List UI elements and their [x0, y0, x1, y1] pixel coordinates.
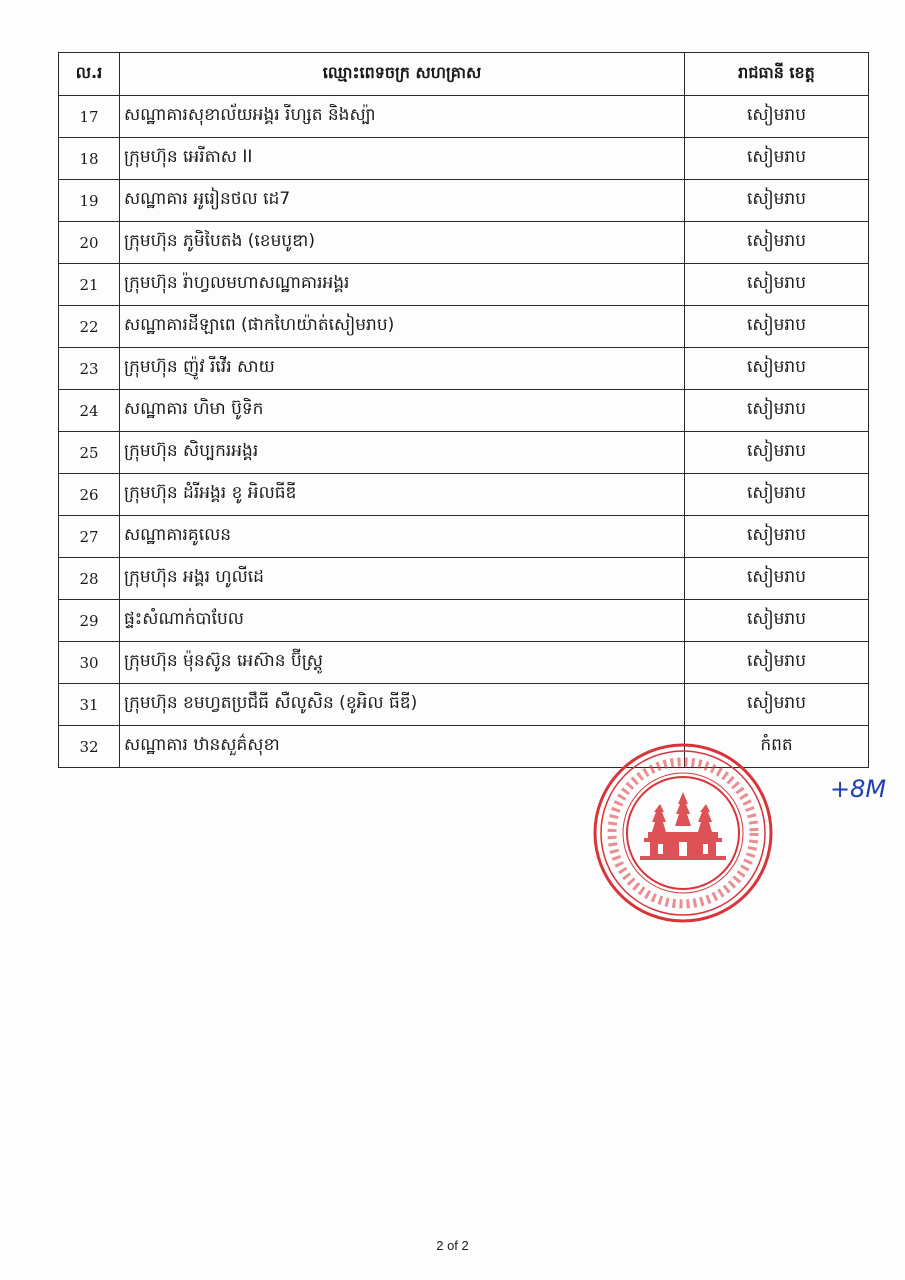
table-row — [59, 642, 869, 684]
row-number: 23 — [59, 348, 120, 390]
enterprise-name: ផ្ទះសំណាក់បាបែល — [120, 600, 685, 642]
row-number: 31 — [59, 684, 120, 726]
province-name: សៀមរាប — [685, 264, 869, 306]
enterprise-name: ក្រុមហ៊ុន ខមហ្វតប្រជឹធី សឺលូសិន (ខូអិល ធីឌី) — [120, 684, 685, 726]
enterprise-name: ក្រុមហ៊ុន អង្គរ ហូលីដេ — [120, 558, 685, 600]
table-row — [59, 558, 869, 600]
province-name: សៀមរាប — [685, 138, 869, 180]
row-number: 32 — [59, 726, 120, 768]
province-name: សៀមរាប — [685, 432, 869, 474]
province-name: សៀមរាប — [685, 180, 869, 222]
enterprise-name: សណ្ឋាគារគូលេន — [120, 516, 685, 558]
table-row — [59, 264, 869, 306]
table-row — [59, 684, 869, 726]
province-name: សៀមរាប — [685, 474, 869, 516]
enterprise-name: ក្រុមហ៊ុន រ៉ាហ្វលមហាសណ្ឋាគារអង្គរ — [120, 264, 685, 306]
row-number: 25 — [59, 432, 120, 474]
enterprise-name: សណ្ឋាគារ ឋានសួគ៌សុខា — [120, 726, 685, 768]
enterprise-table — [58, 52, 869, 768]
header-number: ល.រ — [59, 53, 120, 96]
province-name: សៀមរាប — [685, 600, 869, 642]
enterprise-name: ក្រុមហ៊ុន អេរីតាស II — [120, 138, 685, 180]
official-seal-icon — [590, 740, 776, 926]
row-number: 27 — [59, 516, 120, 558]
row-number: 30 — [59, 642, 120, 684]
row-number: 29 — [59, 600, 120, 642]
table-row — [59, 348, 869, 390]
table-row — [59, 96, 869, 138]
enterprise-name: ក្រុមហ៊ុន ញ៉ូវ រីវើរ សាយ — [120, 348, 685, 390]
province-name: កំពត — [685, 726, 869, 768]
row-number: 28 — [59, 558, 120, 600]
row-number: 21 — [59, 264, 120, 306]
row-number: 19 — [59, 180, 120, 222]
province-name: សៀមរាប — [685, 306, 869, 348]
svg-text:+8M: +8M — [830, 775, 887, 803]
table-row — [59, 600, 869, 642]
enterprise-name: ក្រុមហ៊ុន ម៉ុនស៊ូន អេស៊ាន ប៊ីស្ត្រូ — [120, 642, 685, 684]
row-number: 26 — [59, 474, 120, 516]
enterprise-name: សណ្ឋាគារសុខាល័យអង្គរ រីហ្សត និងស្ប៉ា — [120, 96, 685, 138]
enterprise-name: សណ្ឋាគារ អូរៀនថល ដេ7 — [120, 180, 685, 222]
enterprise-name: ក្រុមហ៊ុន សិប្បករអង្គរ — [120, 432, 685, 474]
enterprise-name: សណ្ឋាគារ ហិមា ប៊ូទិក — [120, 390, 685, 432]
province-name: សៀមរាប — [685, 222, 869, 264]
province-name: សៀមរាប — [685, 96, 869, 138]
table-row — [59, 138, 869, 180]
page-number: 2 of 2 — [436, 1238, 469, 1253]
enterprise-name: ក្រុមហ៊ុន ដំរីអង្គរ ខូ អិលធីឌី — [120, 474, 685, 516]
handwritten-mark — [828, 770, 887, 806]
header-enterprise-name: ឈ្មោះពេទចក្រ សហគ្រាស — [120, 53, 685, 96]
province-name: សៀមរាប — [685, 684, 869, 726]
table-row — [59, 222, 869, 264]
header-province: រាជធានី ខេត្ត — [685, 53, 869, 96]
province-name: សៀមរាប — [685, 516, 869, 558]
table-row — [59, 390, 869, 432]
enterprise-name: សណ្ឋាគារដីឡាពេ (ផាកហៃយ៉ាត់សៀមរាប) — [120, 306, 685, 348]
row-number: 22 — [59, 306, 120, 348]
table-row — [59, 474, 869, 516]
table-row — [59, 432, 869, 474]
row-number: 20 — [59, 222, 120, 264]
table-row — [59, 180, 869, 222]
table-row — [59, 516, 869, 558]
table-row — [59, 306, 869, 348]
table-header-row — [59, 53, 869, 96]
row-number: 17 — [59, 96, 120, 138]
province-name: សៀមរាប — [685, 642, 869, 684]
enterprise-name: ក្រុមហ៊ុន ភូមិបៃតង (ខេមបូឌា) — [120, 222, 685, 264]
province-name: សៀមរាប — [685, 558, 869, 600]
province-name: សៀមរាប — [685, 390, 869, 432]
row-number: 18 — [59, 138, 120, 180]
row-number: 24 — [59, 390, 120, 432]
province-name: សៀមរាប — [685, 348, 869, 390]
